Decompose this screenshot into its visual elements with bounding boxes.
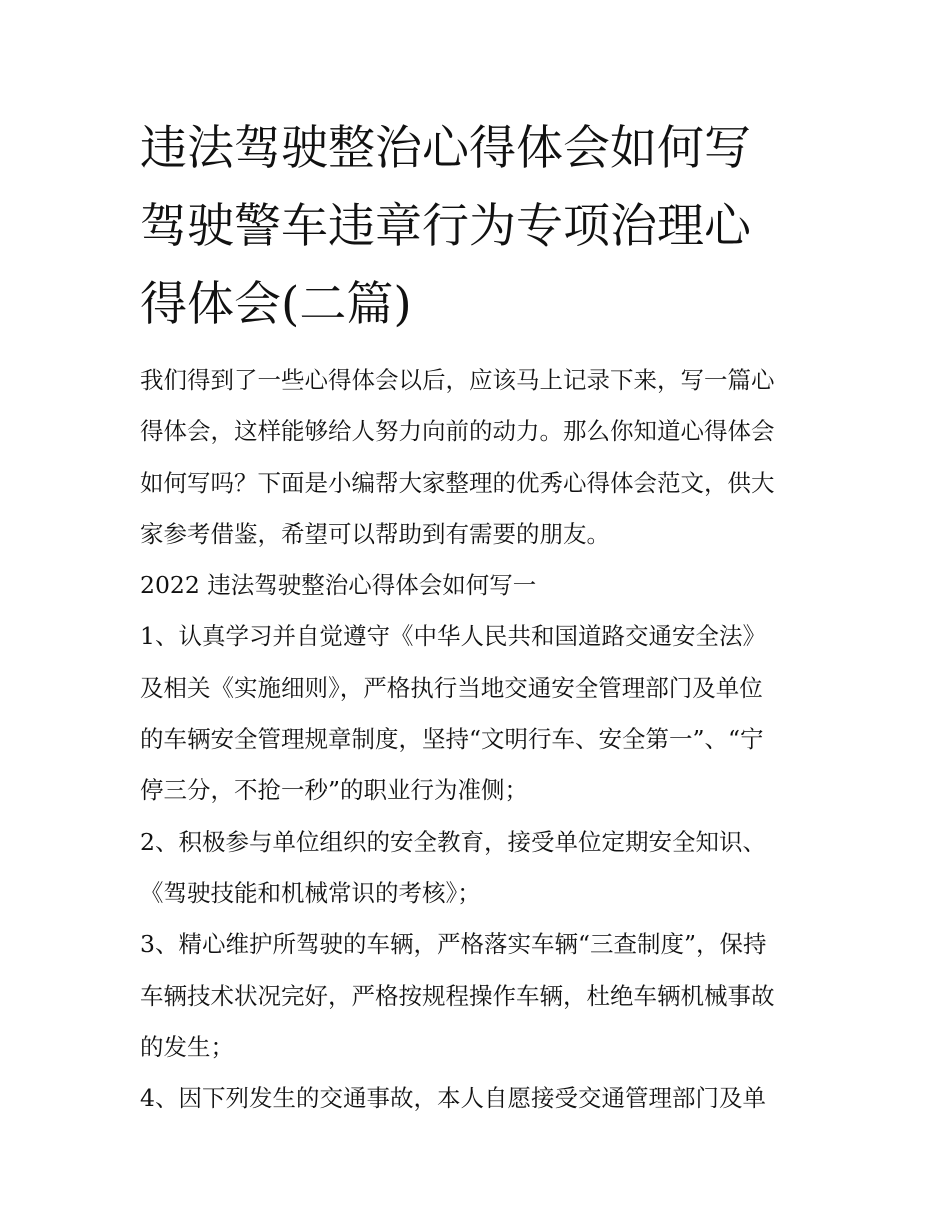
item-1-line: 的车辆安全管理规章制度，坚持“文明行车、安全第一”、“宁 [140,725,764,754]
intro-line: 得体会，这样能够给人努力向前的动力。那么你知道心得体会 [140,417,775,446]
item-1-line: 1、认真学习并自觉遵守《中华人民共和国道路交通安全法》 [140,622,766,651]
title-line: 违法驾驶整治心得体会如何写 [140,121,751,176]
intro-line: 我们得到了一些心得体会以后，应该马上记录下来，写一篇心 [140,366,775,394]
item-1-line: 停三分，不抢一秒”的职业行为准侧； [140,776,529,805]
item-2-line: 《驾驶技能和机械常识的考核》； [140,878,481,907]
document-body [140,355,820,1124]
intro-line: 如何写吗？下面是小编帮大家整理的优秀心得体会范文，供大 [140,468,775,497]
document-title [140,110,820,344]
section-heading: 2022 违法驾驶整治心得体会如何写一 [140,571,537,600]
item-4-line: 4、因下列发生的交通事故，本人自愿接受交通管理部门及单 [140,1084,766,1113]
item-3-line: 3、精心维护所驾驶的车辆，严格落实车辆“三查制度”，保持 [140,930,767,959]
item-3-line: 车辆技术状况完好，严格按规程操作车辆，杜绝车辆机械事故 [140,981,775,1010]
item-3-line: 的发生； [140,1032,234,1061]
item-1-line: 及相关《实施细则》，严格执行当地交通安全管理部门及单位 [140,673,763,702]
title-line: 得体会(二篇) [140,277,412,332]
intro-line: 家参考借鉴，希望可以帮助到有需要的朋友。 [140,519,610,548]
item-2-line: 2、积极参与单位组织的安全教育，接受单位定期安全知识、 [140,827,766,856]
title-line: 驾驶警车违章行为专项治理心 [140,199,751,254]
